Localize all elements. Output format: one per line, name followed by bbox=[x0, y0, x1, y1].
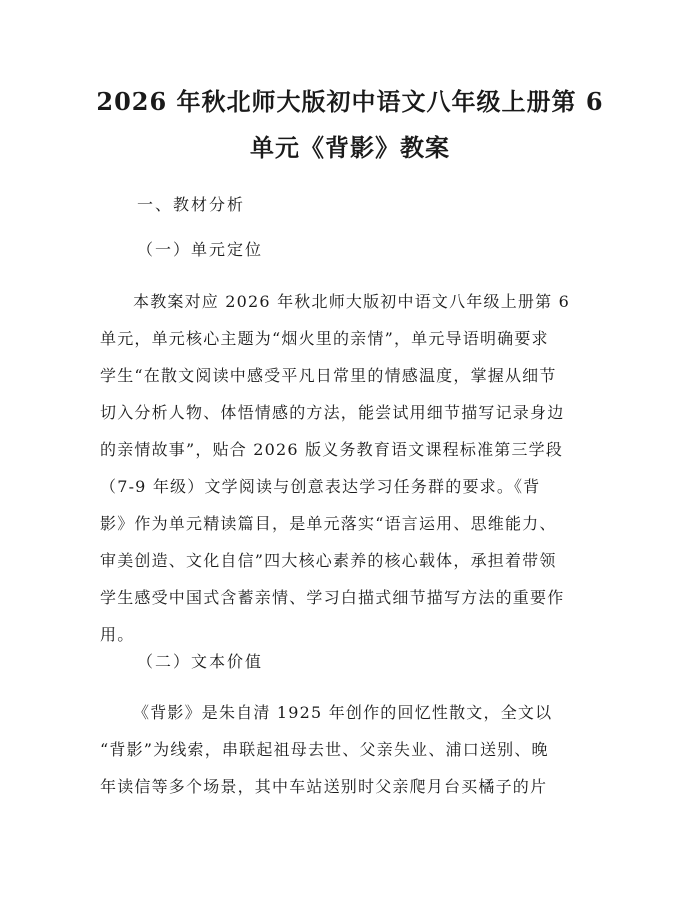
paragraph-line: 的亲情故事”，贴合 2026 版义务教育语文课程标准第三学段 bbox=[100, 440, 564, 459]
paragraph-line: 审美创造、文化自信”四大核心素养的核心载体，承担着带领 bbox=[100, 551, 557, 570]
paragraph-line: 本教案对应 2026 年秋北师大版初中语文八年级上册第 6 bbox=[133, 292, 570, 311]
paragraph-line: 学生感受中国式含蓄亲情、学习白描式细节描写方法的重要作 bbox=[100, 588, 565, 607]
subsection-heading-unit-positioning: （一）单元定位 bbox=[137, 240, 264, 259]
paragraph-line: “背影”为线索，串联起祖母去世、父亲失业、浦口送别、晚 bbox=[100, 740, 549, 759]
paragraph-line: 《背影》是朱自清 1925 年创作的回忆性散文，全文以 bbox=[133, 703, 553, 722]
paragraph-line: （7-9 年级）文学阅读与创意表达学习任务群的要求。《背 bbox=[100, 477, 541, 496]
paragraph-line: 用。 bbox=[100, 625, 135, 644]
subsection-heading-text-value: （二）文本价值 bbox=[137, 652, 264, 671]
paragraph-unit-positioning bbox=[100, 283, 600, 653]
paragraph-line: 学生“在散文阅读中感受平凡日常里的情感温度，掌握从细节 bbox=[100, 366, 557, 385]
paragraph-text-value bbox=[100, 694, 600, 805]
section-heading-textbook-analysis: 一、教材分析 bbox=[137, 195, 246, 214]
paragraph-line: 年读信等多个场景，其中车站送别时父亲爬月台买橘子的片 bbox=[100, 777, 548, 796]
document-title-line-1: 2026 年秋北师大版初中语文八年级上册第 6 bbox=[96, 87, 604, 116]
paragraph-line: 单元，单元核心主题为“烟火里的亲情”，单元导语明确要求 bbox=[100, 329, 549, 348]
paragraph-line: 切入分析人物、体悟情感的方法，能尝试用细节描写记录身边 bbox=[100, 403, 565, 422]
document-title-line-2: 单元《背影》教案 bbox=[250, 133, 450, 162]
paragraph-line: 影》作为单元精读篇目，是单元落实“语言运用、思维能力、 bbox=[100, 514, 557, 533]
